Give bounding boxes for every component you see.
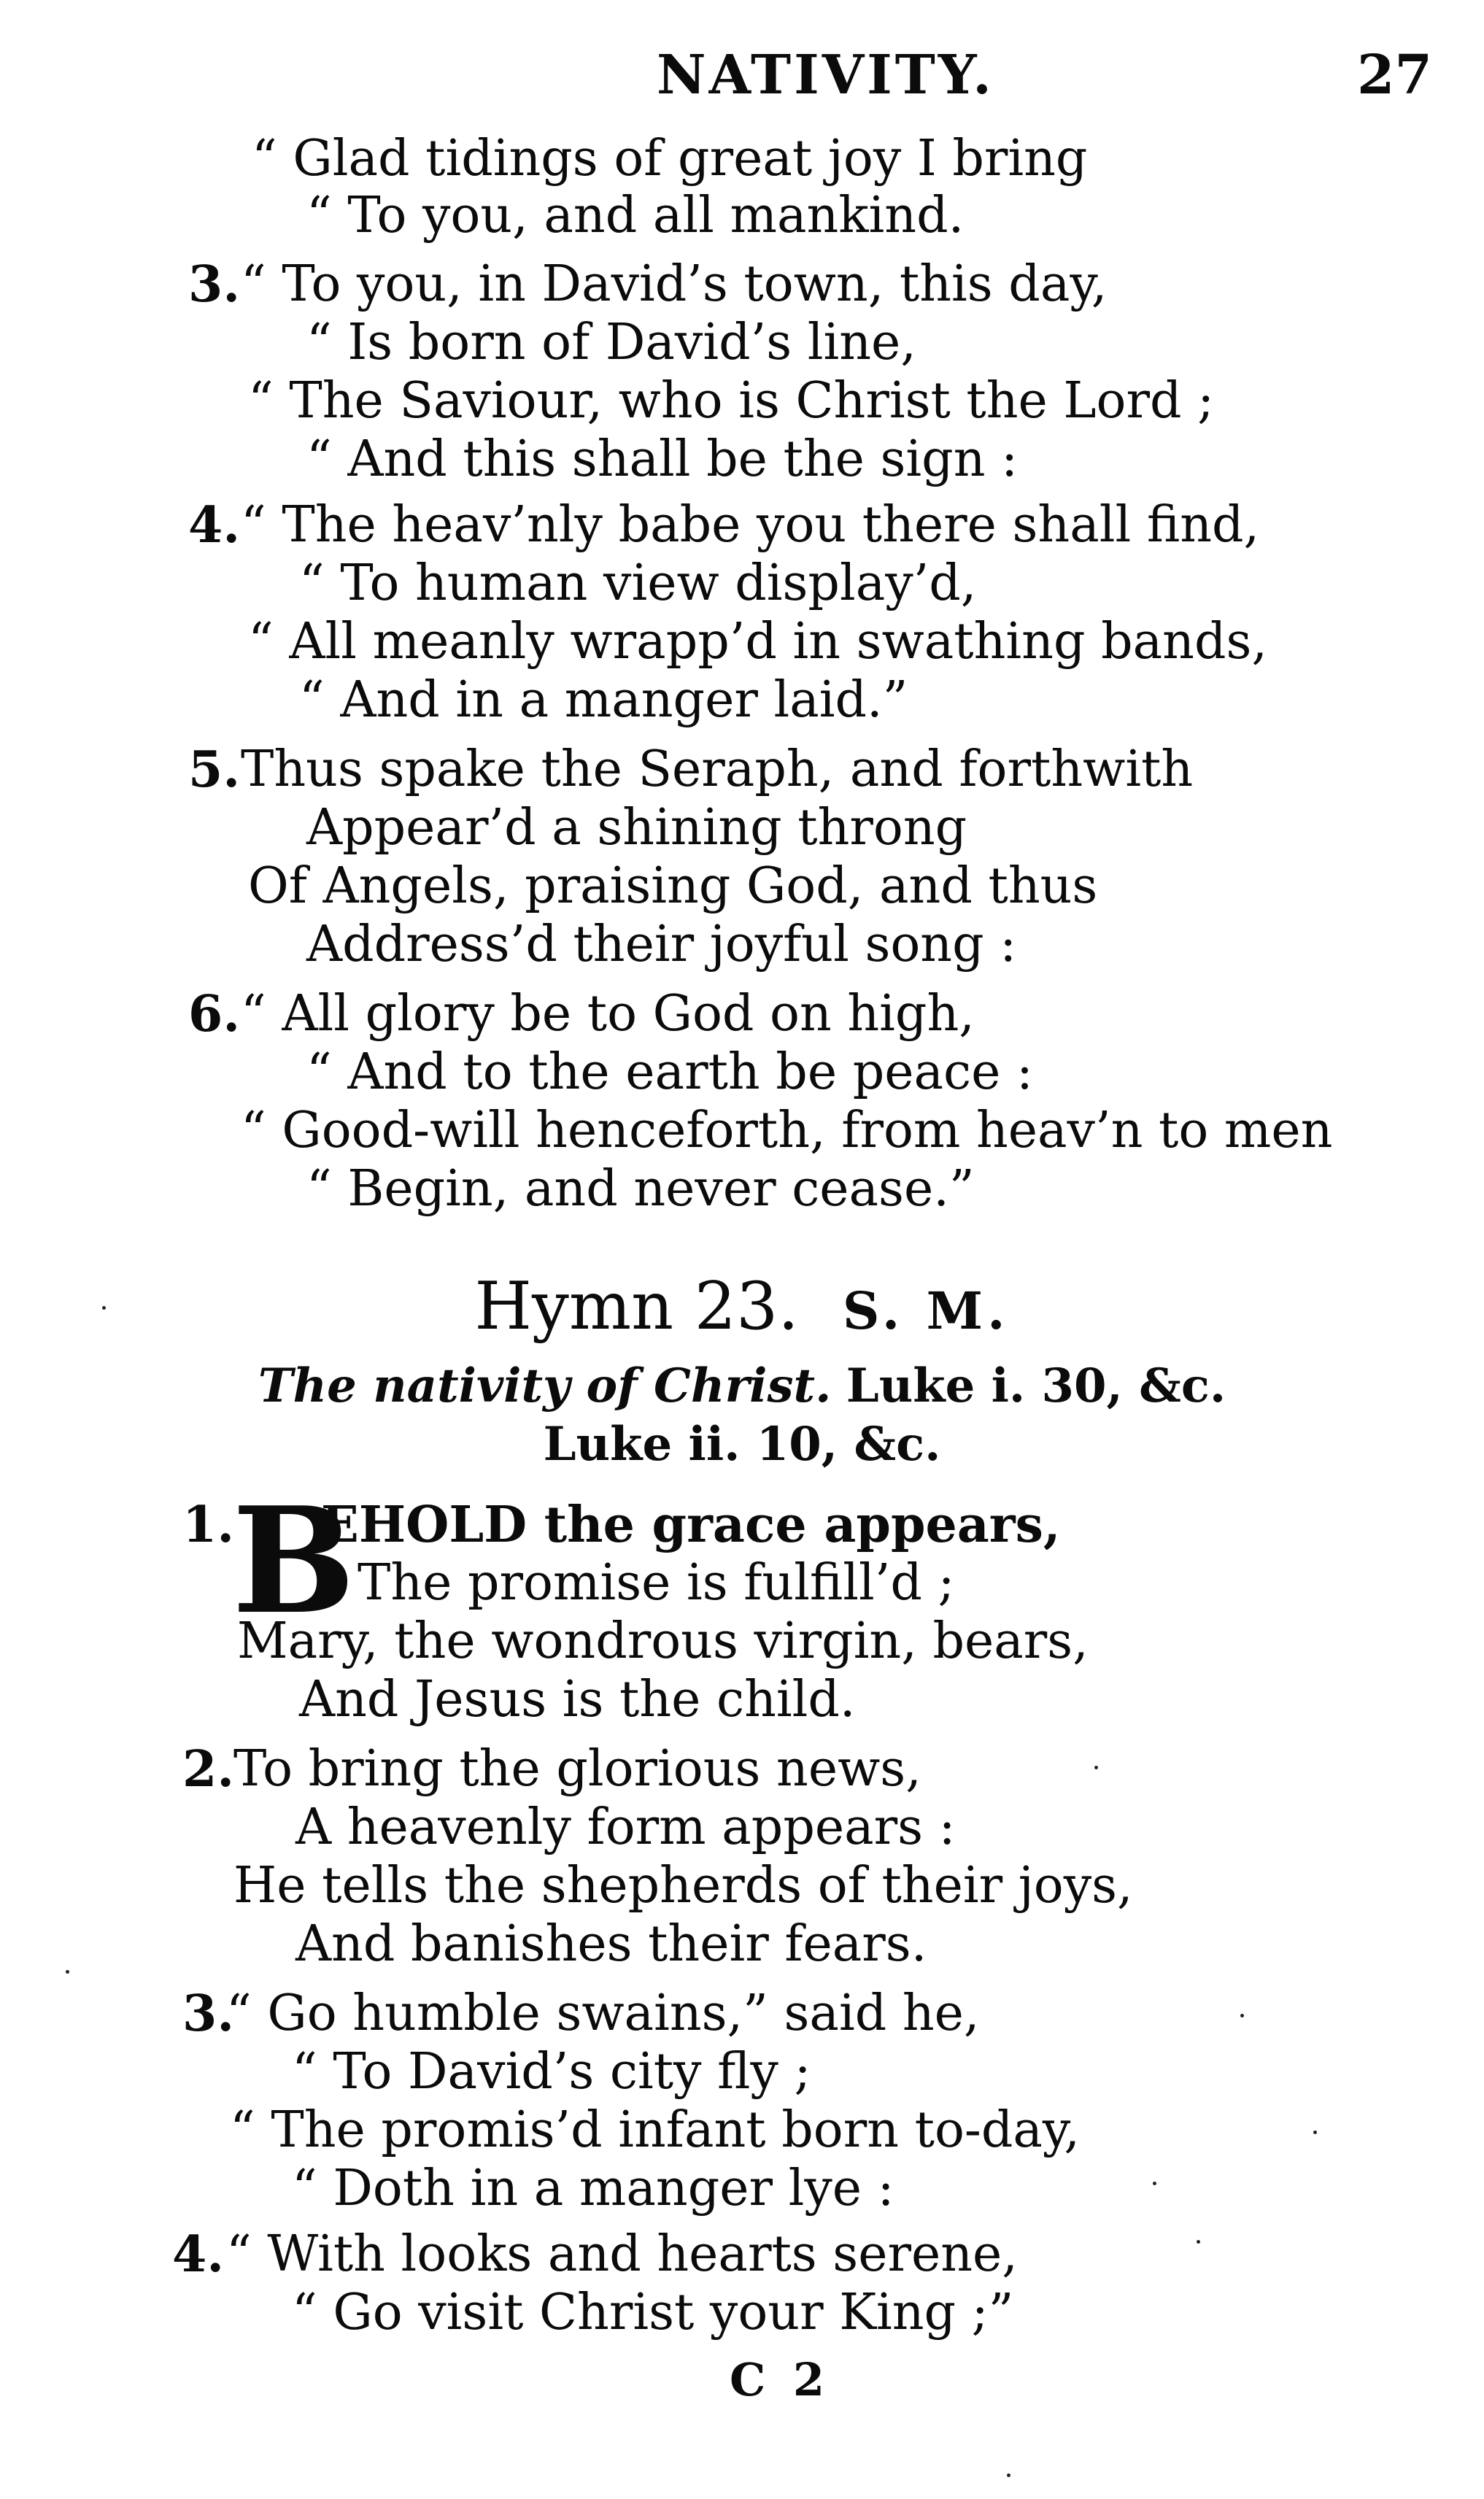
verse-line: “ All meanly wrapp’d in swathing bands,	[248, 613, 1268, 671]
verse-line: “ The heav’nly babe you there shall find,	[241, 496, 1260, 554]
hymn-subtitle-italic: The nativity of Christ.	[258, 1359, 832, 1413]
verse-line: “ And in a manger laid.”	[299, 671, 908, 729]
verse-line: The promise is fulfill’d ;	[358, 1554, 955, 1612]
verse-line: “ Good-will henceforth, from heav’n to men	[241, 1102, 1333, 1159]
verse-line: To bring the glorious news,	[233, 1740, 921, 1798]
verse-number: 5.	[188, 741, 240, 799]
verse-line: Address’d their joyful song :	[306, 916, 1017, 973]
verse-line: Of Angels, praising God, and thus	[248, 857, 1098, 915]
verse-line: EHOLD the grace appears,	[321, 1496, 1061, 1554]
verse-line: A heavenly form appears :	[295, 1799, 956, 1856]
verse-line: “ The promis’d infant born to-day,	[230, 2101, 1080, 2159]
verse-line: And Jesus is the child.	[299, 1671, 856, 1729]
verse-number: 1.	[182, 1496, 234, 1554]
verse-number: 2.	[182, 1740, 234, 1799]
verse-line: “ With looks and hearts serene,	[226, 2225, 1018, 2283]
scan-speck	[102, 1306, 106, 1310]
verse-line: Thus spake the Seraph, and forthwith	[241, 741, 1194, 798]
scan-speck	[66, 1970, 69, 1974]
hymn-meter: S. M.	[842, 1281, 1010, 1341]
verse-line: “ To you, and all mankind.	[306, 187, 965, 244]
scan-speck	[1313, 2131, 1317, 2134]
verse-number: 3.	[188, 255, 240, 314]
verse-number: 3.	[182, 1985, 234, 2043]
page-number: 27	[1357, 44, 1432, 107]
scan-speck	[1197, 2240, 1200, 2244]
scan-speck	[1094, 1766, 1098, 1769]
verse-number: 4.	[172, 2225, 224, 2284]
verse-line: And banishes their fears.	[295, 1915, 927, 1973]
section-title: NATIVITY.	[657, 44, 994, 107]
signature-mark: C 2	[730, 2353, 831, 2406]
verse-line: “ Glad tidings of great joy I bring	[252, 130, 1088, 188]
hymn-subtitle-line-2	[0, 1417, 1484, 1472]
running-head	[0, 36, 1484, 117]
scripture-reference: Luke i. 30, &c.	[846, 1359, 1226, 1413]
scan-speck	[1153, 2182, 1156, 2185]
verse-line: “ To David’s city fly ;	[292, 2043, 811, 2101]
verse-line: “ Go visit Christ your King ;”	[292, 2284, 1014, 2341]
verse-line: “ Begin, and never cease.”	[306, 1160, 975, 1218]
verse-line: “ Is born of David’s line,	[306, 314, 916, 371]
verse-line: “ Go humble swains,” said he,	[226, 1985, 980, 2042]
verse-line: “ And this shall be the sign :	[306, 430, 1019, 488]
verse-line: Appear’d a shining throng	[306, 799, 967, 857]
hymn-subtitle	[0, 1359, 1484, 1414]
verse-number: 4.	[188, 496, 240, 555]
verse-line: “ To human view display’d,	[299, 555, 977, 612]
verse-line: “ Doth in a manger lye :	[292, 2160, 894, 2217]
scripture-reference: Luke ii. 10, &c.	[543, 1417, 941, 1472]
verse-line: “ All glory be to God on high,	[241, 985, 975, 1043]
hymn-heading	[0, 1268, 1484, 1348]
verse-line: “ And to the earth be peace :	[306, 1043, 1033, 1101]
verse-line: “ To you, in David’s town, this day,	[241, 255, 1108, 313]
scan-speck	[1240, 2014, 1244, 2017]
verse-line: “ The Saviour, who is Christ the Lord ;	[248, 372, 1215, 430]
hymn-title: Hymn 23.	[474, 1268, 799, 1345]
scan-speck	[1007, 2473, 1010, 2477]
drop-cap: B	[232, 1475, 356, 1647]
verse-number: 6.	[188, 985, 240, 1043]
verse-line: He tells the shepherds of their joys,	[233, 1857, 1133, 1915]
verse-line: Mary, the wondrous virgin, bears,	[237, 1612, 1089, 1670]
